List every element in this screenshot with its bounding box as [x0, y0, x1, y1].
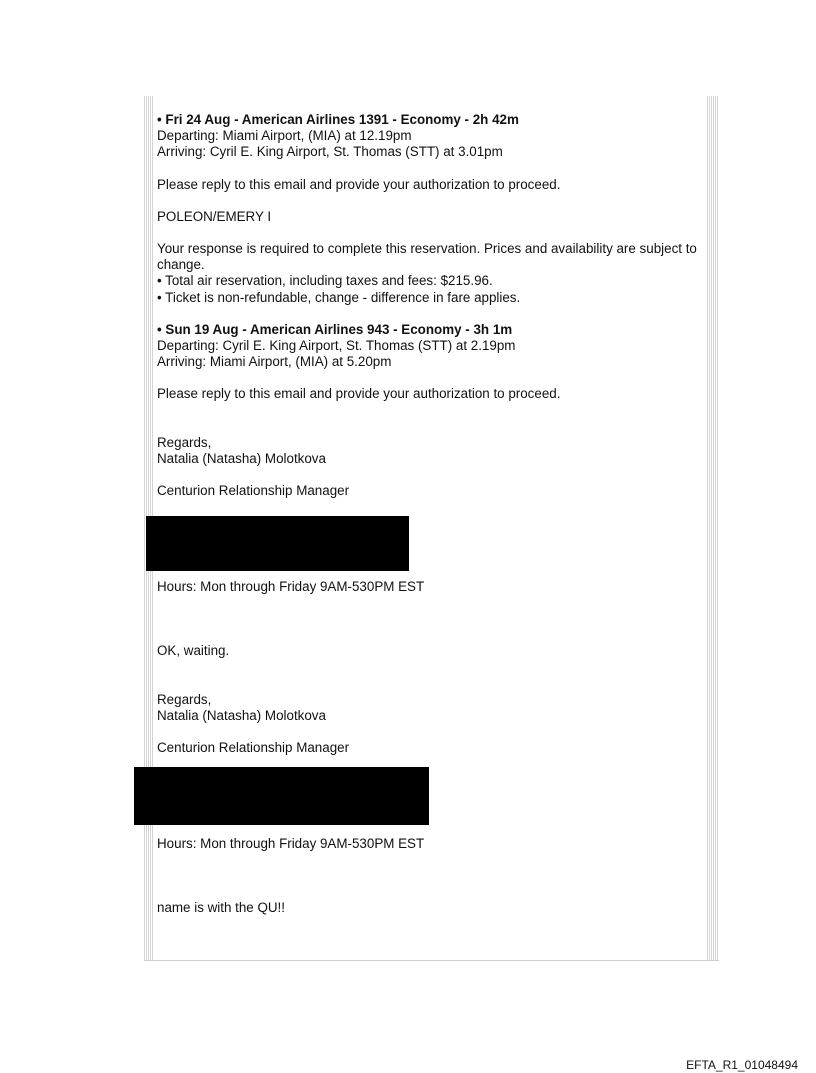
flight-1-departing: Departing: Miami Airport, (MIA) at 12.19pm — [157, 128, 412, 144]
reply-request-1: Please reply to this email and provide your authorization to proceed. — [157, 176, 561, 192]
signature-1-regards: Regards, — [157, 434, 212, 450]
redaction-block-2 — [134, 767, 429, 825]
ticket-policy-line: • Ticket is non-refundable, change - difference in fare applies. — [157, 289, 521, 305]
reply-ok-message: OK, waiting. — [157, 643, 230, 659]
flight-1-arriving: Arriving: Cyril E. King Airport, St. Thomas (STT) at 3.01pm — [157, 144, 503, 160]
signature-2-title: Centurion Relationship Manager — [157, 740, 350, 756]
total-fare-line: • Total air reservation, including taxes and fees: $215.96. — [157, 273, 493, 289]
document-id: EFTA_R1_01048494 — [686, 1058, 798, 1072]
frame-bottom-border — [144, 960, 719, 961]
passenger-name: POLEON/EMERY I — [157, 208, 272, 224]
signature-2-regards: Regards, — [157, 691, 212, 707]
signature-1-name: Natalia (Natasha) Molotkova — [157, 450, 326, 466]
signature-2-hours: Hours: Mon through Friday 9AM-530PM EST — [157, 836, 425, 852]
flight-1-header: • Fri 24 Aug - American Airlines 1391 - Economy - 2h 42m — [157, 112, 519, 127]
frame-right-border — [707, 96, 719, 961]
signature-1-title: Centurion Relationship Manager — [157, 483, 350, 499]
reply-request-2: Please reply to this email and provide your authorization to proceed. — [157, 386, 561, 402]
signature-1-hours: Hours: Mon through Friday 9AM-530PM EST — [157, 579, 425, 595]
signature-2-name: Natalia (Natasha) Molotkova — [157, 707, 326, 723]
flight-2-arriving: Arriving: Miami Airport, (MIA) at 5.20pm — [157, 354, 392, 370]
redaction-block-1 — [146, 516, 409, 571]
response-required-text: Your response is required to complete this reservation. Prices and availability are subject to change. — [157, 241, 697, 273]
final-message: name is with the QU!! — [157, 900, 286, 916]
flight-2-departing: Departing: Cyril E. King Airport, St. Thomas (STT) at 2.19pm — [157, 338, 516, 354]
flight-2-header: • Sun 19 Aug - American Airlines 943 - Economy - 3h 1m — [157, 321, 513, 337]
